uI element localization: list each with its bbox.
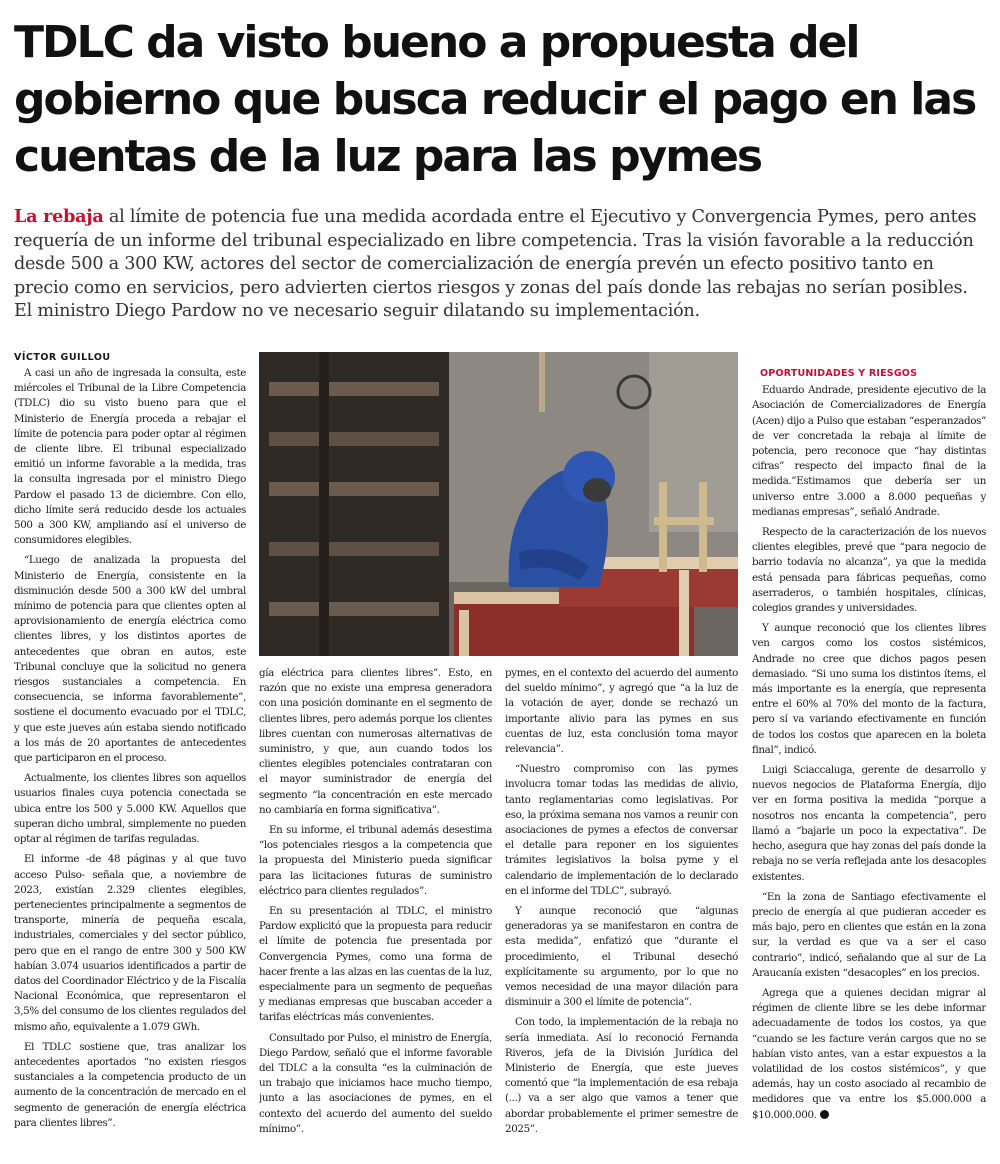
body-paragraph: Y aunque reconoció que los clientes libres ven cargos como los costos sistémicos, Andrade no cree que dichos pagos pesen demasiado. “Si uno suma los distintos ítems, el más importante es la energía, que representa entre el 60% al 70% del monto de la factura, pero sí va variando efectivamente en función de todos los costos que aparecen en la boleta final”, indicó. [752,622,986,756]
body-column-2 [259,666,492,1156]
body-column-1 [14,366,246,1156]
body-paragraph: “Nuestro compromiso con las pymes involucra tomar todas las medidas de alivio, tanto reglamentarias como legislativas. Por eso, la próxima semana nos vamos a reunir con asociaciones de pymes a efectos de conversar el detalle para reponer en los siguientes trámites legislativos la bolsa pyme y el calendario de implementación de lo declarado en el informe del TDLC”, subrayó. [505,763,738,897]
body-paragraph: En su presentación al TDLC, el ministro Pardow explicitó que la propuesta para reducir el límite de potencia fue presentada por Convergencia Pymes, como una forma de hacer frente a las alzas en las cuentas de la luz, especialmente para un segmento de pequeñas y medianas empresas que buscaban acceder a tarifas eléctricas más convenientes. [259,905,492,1024]
body-paragraph: El informe -de 48 páginas y al que tuvo acceso Pulso- señala que, a noviembre de 2023, existían 2.329 clientes elegibles, pertenecientes principalmente a segmentos de transporte, minería de pequeña escala, industriales, comerciales y del sector público, pero que en el rango de entre 300 y 500 KW habían 3.074 usuarios identificados a partir de datos del Coordinador Eléctrico y de la Fiscalía Nacional Económica, que representaron el 3,5% del consumo de los clientes regulados del mismo año, equivalente a 1.079 GWh. [14,853,246,1033]
body-paragraph: Respecto de la caracterización de los nuevos clientes elegibles, prevé que “para negocio de barrio todavía no alcanza”, ya que la medida está pensada para fábricas pequeñas, como aserraderos, o también hospitales, clínicas, colegios grandes y universidades. [752,526,986,615]
body-paragraph: Eduardo Andrade, presidente ejecutivo de la Asociación de Comercializadores de Energía (Acen) dijo a Pulso que estaban “esperanzados” de ver concretada la rebaja al límite de potencia, pero reconoce que “hay distintas cifras” respecto del impacto final de la medida.”Estimamos que debería ser un universo entre 3.000 a 8.000 pequeñas y medianas empresas”, señaló Andrade. [752,384,986,518]
article-photo [259,352,738,656]
body-paragraph: Actualmente, los clientes libres son aquellos usuarios finales cuya potencia conectada se ubica entre los 500 y 5.000 KW. Aquellos que superan dicho umbral, simplemente no pueden optar al régimen de tarifas reguladas. [14,772,246,846]
byline: VÍCTOR GUILLOU [14,352,111,363]
body-paragraph: El TDLC sostiene que, tras analizar los antecedentes aportados “no existen riesgos sustanciales a la competencia producto de un aumento de la concentración de mercado en el segmento de generación de energía eléctrica para clientes libres”. [14,1040,246,1129]
body-paragraph: En su informe, el tribunal además desestima “los potenciales riesgos a la competencia que la propuesta del Ministerio pueda significar para las licitaciones futuras de suministro eléctrico para clientes regulados”. [259,824,492,897]
body-paragraph: Y aunque reconoció que “algunas generadoras ya se manifestaron en contra de esta medida”, enfatizó que “durante el procedimiento, el Tribunal desechó explícitamente su argumento, por lo que no vemos necesidad de una mayor dilación para disminuir a 300 el límite de potencia”. [505,905,738,1009]
body-paragraph: Con todo, la implementación de la rebaja no sería inmediata. Así lo reconoció Fernanda Riveros, jefa de la División Jurídica del Ministerio de Energía, que este jueves comentó que “la implementación de esa rebaja (...) va a ser algo que vamos a tener que abordar probablemente el primer semestre de 2025”. [505,1016,738,1135]
lead-text: al límite de potencia fue una medida acordada entre el Ejecutivo y Convergencia Pymes, pero antes requería de un informe del tribunal especializado en libre competencia. Tras la visión favorable a la reducción desde 500 a 300 KW, actores del sector de comercialización de energía prevén un efecto positivo tanto en precio como en servicios, pero advierten ciertos riesgos y zonas del país donde las rebajas no serían posibles. El ministro Diego Pardow no ve necesario seguir dilatando su implementación. [14,207,977,321]
body-column-4 [752,366,986,1156]
body-paragraph: gía eléctrica para clientes libres”. Esto, en razón que no existe una empresa generadora con una posición dominante en el segmento de clientes libres, pero además porque los clientes libres cuentan con numerosas alternativas de suministro, y que, aun cuando todos los clientes elegibles potenciales contrataran con el mayor suministrador de energía del segmento “la concentración en este mercado no cambiaría en forma significativa”. [259,667,492,816]
end-of-article-icon [820,1110,829,1119]
body-column-3 [505,666,738,1156]
body-paragraph: “Luego de analizada la propuesta del Ministerio de Energía, consistente en la disminución desde 500 a 300 kW del umbral mínimo de potencia para que clientes opten al aprovisionamiento de energía eléctrica como clientes libres, y los distintos aportes de antecedentes que obran en autos, este Tribunal concluye que la solicitud no genera riesgos sustanciales a competencia. En consecuencia, se informa favorablemente”, sostiene el documento evacuado por el TDLC, y que este jueves aún estaba siendo notificado a los más de 20 aportantes de antecedentes que participaron en el proceso. [14,554,246,765]
body-paragraph: A casi un año de ingresada la consulta, este miércoles el Tribunal de la Libre Competencia (TDLC) dio su visto bueno para que el Ministerio de Energía proceda a rebajar el límite de potencia para poder optar al régimen de cliente libre. El tribunal especializado emitió un informe favorable a la medida, tras la consulta ingresada por el ministro Diego Pardow el pasado 13 de diciembre. Con ello, dicho límite será reducido desde los actuales 500 a 300 KW, ampliando así el universo de consumidores elegibles. [14,367,246,547]
body-paragraph: Consultado por Pulso, el ministro de Energía, Diego Pardow, señaló que el informe favorable del TDLC a la consulta “es la culminación de un trabajo que iniciamos hace mucho tiempo, junto a las asociaciones de pymes, en el contexto del acuerdo del aumento del sueldo mínimo”. [259,1031,492,1135]
body-paragraph: pymes, en el contexto del acuerdo del aumento del sueldo mínimo”, y agregó que “a la luz de la votación de ayer, donde se rechazó un importante alivio para las pymes en sus cuentas de luz, esta conclusión toma mayor relevancia”. [505,667,738,756]
body-paragraph: “En la zona de Santiago efectivamente el precio de energía al que pudieran acceder es más bajo, pero en clientes que están en la zona sur, la verdad es que va a ser el caso contrario”, indicó, señalando que al sur de La Araucanía existen “desacoples” en los precios. [752,890,986,979]
section-subhead: OPORTUNIDADES Y RIESGOS [760,368,918,379]
body-paragraph [752,986,986,1123]
body-paragraph: Luigi Sciaccaluga, gerente de desarrollo y nuevos negocios de Plataforma Energía, dijo ver en forma positiva la medida “porque a nosotros nos encanta la competencia”, pero llamó a “bajarle un poco la expectativa”. De hecho, asegura que hay zonas del país donde la rebaja no se vería reflejada ante los desacoples existentes. [752,764,986,883]
headline: TDLC da visto bueno a propuesta del gobierno que busca reducir el pago en las cuentas de la luz para las pymes [14,17,976,182]
lead-kicker: La rebaja [14,206,104,227]
body-paragraph-text: Agrega que a quienes decidan migrar al régimen de cliente libre se les debe informar adecuadamente de todos los costos, ya que “cuando se les facture verán cargos que no se habían visto antes, van a estar expuestos a la volatilidad de los costos sistémicos”, y que además, hay un costo asociado al recambio de medidores que va entre los $5.000.000 a $10.000.000. [752,986,986,1121]
lead-paragraph [14,205,986,324]
